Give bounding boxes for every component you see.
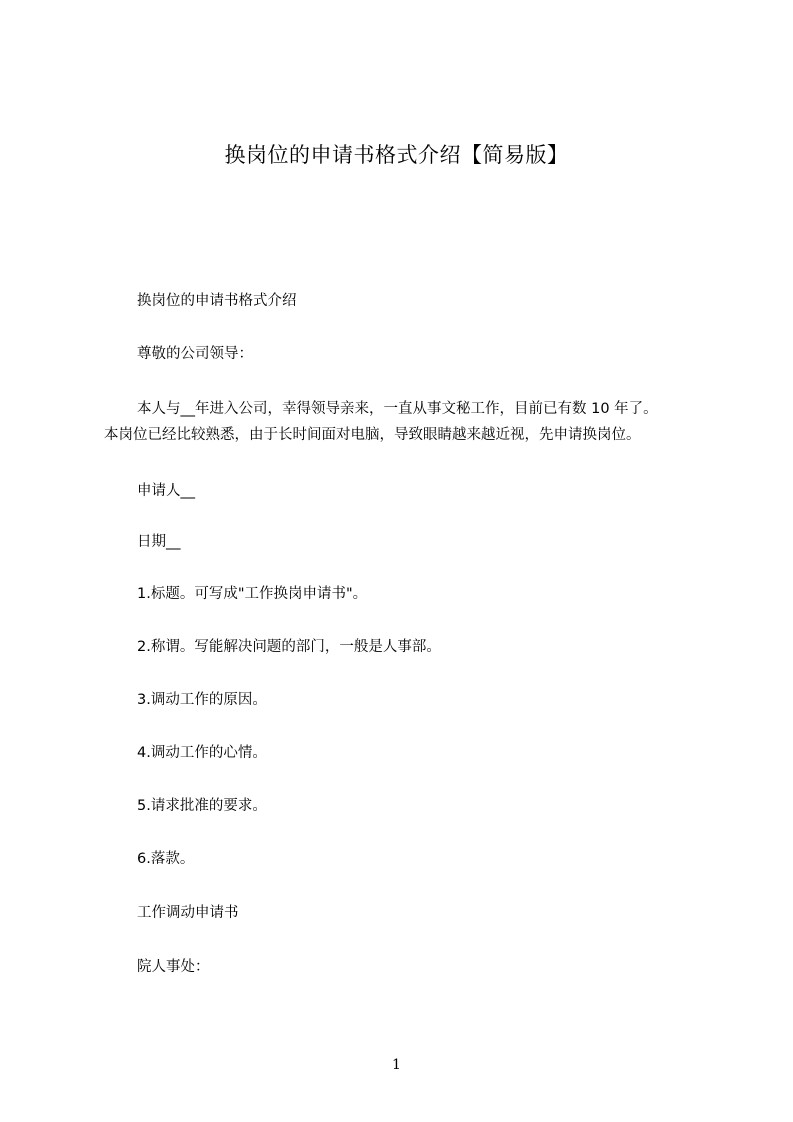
paragraph-salutation: 尊敬的公司领导：: [137, 346, 253, 362]
body-line-1: 本人与__年进入公司，幸得领导亲来，一直从事文秘工作，目前已有数 10 年了。: [137, 401, 658, 417]
page-number: 1: [392, 1057, 401, 1073]
paragraph-subtitle: 换岗位的申请书格式介绍: [137, 293, 297, 309]
list-item-2: 2.称谓。写能解决问题的部门，一般是人事部。: [137, 639, 441, 655]
paragraph-applicant: 申请人__: [137, 483, 195, 499]
list-item-6: 6.落款。: [137, 851, 195, 867]
paragraph-section-title: 工作调动申请书: [137, 905, 239, 921]
paragraph-date: 日期__: [137, 534, 181, 550]
paragraph-body: [104, 396, 704, 448]
list-item-3: 3.调动工作的原因。: [137, 692, 267, 708]
list-item-1: 1.标题。可写成"工作换岗申请书"。: [137, 586, 368, 602]
list-item-4: 4.调动工作的心情。: [137, 745, 267, 761]
list-item-5: 5.请求批准的要求。: [137, 798, 267, 814]
document-title: 换岗位的申请书格式介绍【简易版】: [224, 143, 569, 167]
paragraph-recipient: 院人事处：: [137, 959, 210, 975]
body-line-2: 本岗位已经比较熟悉，由于长时间面对电脑，导致眼睛越来越近视，先申请换岗位。: [104, 427, 641, 443]
